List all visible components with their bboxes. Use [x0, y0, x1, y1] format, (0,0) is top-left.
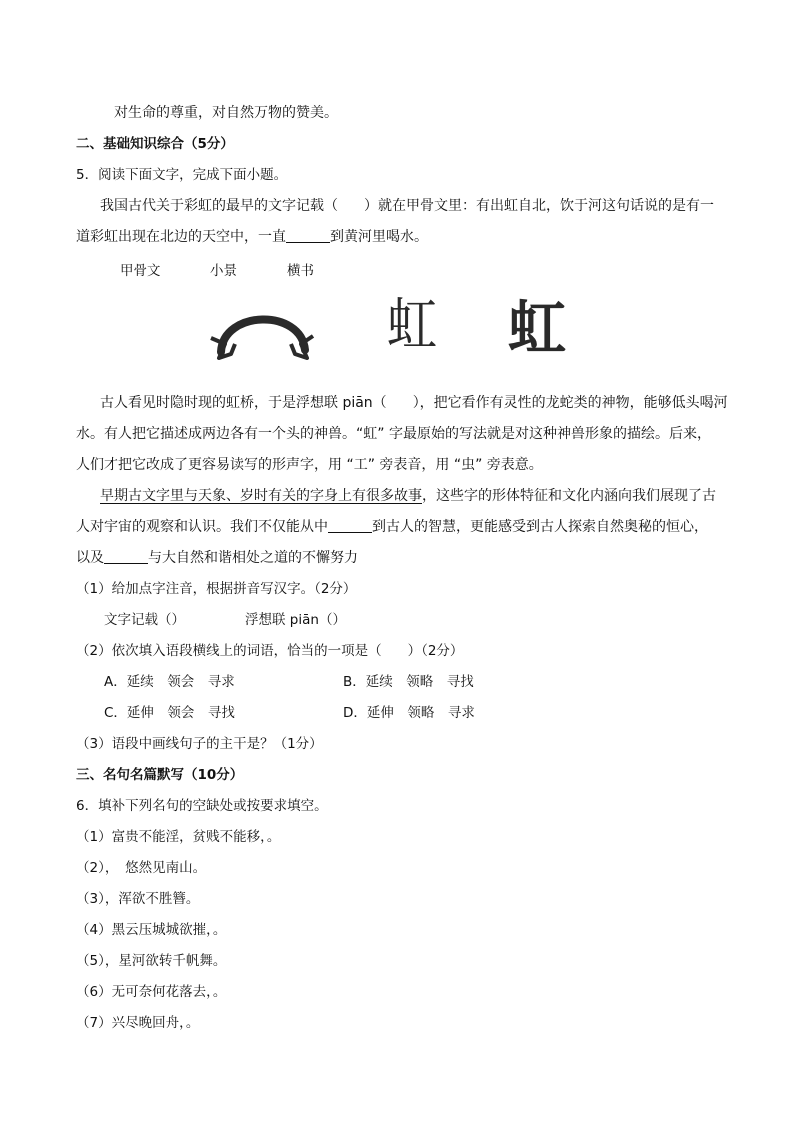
recitation-item: （5），星河欲转千帆舞。 — [76, 953, 227, 969]
label-small-seal: 小景 — [210, 263, 237, 279]
paragraph2-line3: 人们才把它改成了更容易读写的形声字，用 “工” 旁表音，用 “虫” 旁表意。 — [76, 457, 543, 473]
paragraph3-line2 — [76, 518, 708, 536]
q6-stem: 6．填补下列名句的空缺处或按要求填空。 — [76, 798, 328, 814]
paragraph3-line1 — [100, 487, 716, 505]
rainbow-arch-glyph-icon — [205, 300, 320, 364]
para2-text: ），把它看作有灵性的龙蛇类的神物，能够低头喝河 — [412, 395, 728, 411]
para3-text: 与大自然和谐相处之道的不懈努力 — [148, 550, 358, 566]
recitation-item: （6）无可奈何花落去，。 — [76, 984, 227, 1000]
fill-blank[interactable] — [286, 228, 330, 243]
para1-text: 到黄河里喝水。 — [330, 229, 428, 245]
para2-text: 古人看见时隐时现的虹桥，于是浮想联 piān（ — [100, 395, 387, 411]
recitation-item: （7）兴尽晚回舟，。 — [76, 1015, 200, 1031]
para1-text: 道彩虹出现在北边的天空中，一直 — [76, 229, 286, 245]
paragraph3-line3 — [76, 549, 358, 567]
recitation-item: （4）黑云压城城欲摧，。 — [76, 922, 227, 938]
intro-tail: 对生命的尊重，对自然万物的赞美。 — [114, 105, 338, 121]
label-clerical: 横书 — [287, 263, 314, 279]
option-a[interactable]: A．延续 领会 寻求 — [104, 674, 235, 690]
subquestion-1: （1）给加点字注音，根据拼音写汉字。（2分） — [76, 581, 357, 597]
sub2-text: ）（2分） — [407, 643, 464, 659]
option-d[interactable]: D．延伸 领略 寻求 — [343, 705, 475, 721]
para3-text: 以及 — [76, 550, 104, 566]
sub1-item-1: 文字记载（） — [104, 612, 185, 628]
para3-text: 人对宇宙的观察和认识。我们不仅能从中 — [76, 519, 328, 535]
paragraph2-line2: 水。有人把它描述成两边各有一个头的神兽。“虹” 字最原始的写法就是对这种神兽形象的描绘。后来， — [76, 426, 711, 442]
sub1-item-2: 浮想联 piān（） — [245, 612, 346, 628]
para1-text: ）就在甲骨文里：有出虹自北，饮于河这句话说的是有一 — [364, 198, 714, 214]
option-c[interactable]: C．延伸 领会 寻找 — [104, 705, 235, 721]
q5-stem: 5．阅读下面文字，完成下面小题。 — [76, 167, 288, 183]
paragraph1-line1 — [100, 197, 714, 215]
para3-text: ，这些字的形体特征和文化内涵向我们展现了古 — [422, 488, 716, 504]
para3-text: 到古人的智慧，更能感受到古人探索自然奥秘的恒心， — [372, 519, 708, 535]
subquestion-2 — [76, 642, 463, 660]
fill-blank[interactable] — [328, 518, 372, 533]
clerical-script-character: 虹 — [508, 294, 567, 362]
option-b[interactable]: B．延续 领略 寻找 — [343, 674, 474, 690]
fill-blank[interactable] — [104, 549, 148, 564]
script-labels — [0, 259, 794, 279]
label-oracle-bone: 甲骨文 — [120, 263, 161, 279]
underlined-sentence: 早期古文字里与天象、岁时有关的字身上有很多故事 — [100, 488, 422, 504]
para1-text: 我国古代关于彩虹的最早的文字记载（ — [100, 198, 338, 214]
subquestion-3: （3）语段中画线句子的主干是？（1分） — [76, 736, 323, 752]
paragraph2-line1 — [100, 394, 728, 412]
sub2-text: （2）依次填入语段横线上的词语，恰当的一项是（ — [76, 643, 382, 659]
recitation-item: （2）， 悠然见南山。 — [76, 860, 207, 876]
paragraph1-line2 — [76, 228, 428, 246]
small-seal-character: 虹 — [386, 293, 438, 358]
section3-heading: 三、名句名篇默写（10分） — [76, 767, 244, 783]
recitation-item: （3），浑欲不胜簪。 — [76, 891, 200, 907]
section2-heading: 二、基础知识综合（5分） — [76, 136, 234, 152]
recitation-item: （1）富贵不能淫，贫贱不能移，。 — [76, 829, 281, 845]
